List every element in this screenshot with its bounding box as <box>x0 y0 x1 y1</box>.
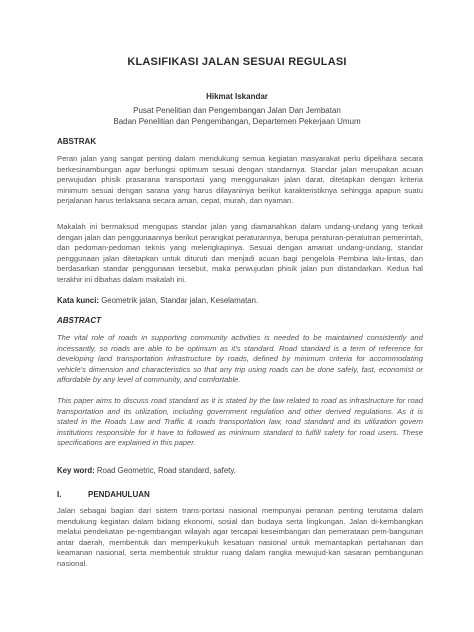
key-word-text: Road Geometric, Road standard, safety. <box>94 466 236 475</box>
author-name: Hikmat Iskandar <box>206 92 268 101</box>
section-title: PENDAHULUAN <box>88 490 150 499</box>
abstrak-paragraph-2: Makalah ini bermaksud mengupas standar jalan yang diamanahkan dalam undang-undang yang terkait dengan jalan dan penggunaannya berikut perangkat peraturannya, berupa peraturan-peratutran pemerintah, dan pedoman-pedoman teknis yang melengkapinya. Sesuai dengan amanat undang-undang, standar penggunaan jalan ditetapkan untuk dituruti dan menjadi acuan bagi pengelola Pembina lalu-lintas, dan berdasarkan standar penggunaan tersebut, maka perwujudan phisik jalan pun distandarkan. Kedua hal terakhir ini dibahas dalam makalah ini. <box>57 222 423 284</box>
abstract-paragraph-1: The vital role of roads in supporting community activities is needed to be maintained consistently and incessantly, so roads are able to be optimum as it's standard. Road standard is a term of reference for developing land transportation infrastructure by roads, defined by minimum criteria for accommodating vehicle's dimension and characteristics so that any trip using roads can be done safely, fast, economist or affordable by any level of community, and comfortable. <box>57 333 423 384</box>
paper-title: KLASIFIKASI JALAN SESUAI REGULASI <box>127 56 347 68</box>
kata-kunci-text: Geometrik jalan, Standar jalan, Keselamatan. <box>99 296 259 305</box>
kata-kunci-label: Kata kunci: <box>57 296 100 305</box>
kata-kunci <box>57 296 258 305</box>
key-word-label: Key word: <box>57 466 95 475</box>
abstrak-paragraph-1: Peran jalan yang sangat penting dalam mendukung semua kegiatan masyarakat perlu dipelihara secara berkesinambungan agar berfungsi optimum sesuai dengan standarnya. Standar jalan merupakan acuan perwujudan phisik prasarana transportasi yang menggunakan jalan darat, ditetapkan dengan kriteria minimum sesuai dengan sarana yang harus dilayaninya berikut karakteristiknya sehingga apapun suatu perjalanan harus terlaksana secara aman, cepat, murah, dan nyaman. <box>57 154 423 205</box>
abstract-heading: ABSTRACT <box>57 316 101 325</box>
abstract-paragraph-2: This paper aims to discuss road standard as it is stated by the law related to road as infrastructure for road transportation and its utilization, including government regulation and other derived regulations. As it is stated in the Roads Law and Traffic & roads transportation law, road standard and its utilization govern institutions responsible for it have to followed as minimum standard to fulfill safety for road users. These specifications are explained in this paper. <box>57 396 423 447</box>
affiliation-line-1: Pusat Penelitian dan Pengembangan Jalan Dan Jembatan <box>133 106 341 115</box>
affiliation-line-2: Badan Penelitian dan Pengembangan, Departemen Pekerjaan Umum <box>113 117 361 126</box>
section-number: I. <box>57 490 62 499</box>
abstrak-heading: ABSTRAK <box>57 137 97 146</box>
section-paragraph-1: Jalan sebagai bagian dari sistem trans-portasi nasional mempunyai peranan penting terutama dalam mendukung kegiatan dalam bidang ekonomi, sosial dan budaya serta lingkungan. Jalan di-kembangkan melalui pendekatan pe-ngembangan wilayah agar tercapai keseimbangan dan pemerataan pem-bangunan antar daerah, membentuk dan memperkukuh kesatuan nasional untuk memantapkan pertahanan dan keamanan nasional, serta membentuk struktur ruang dalam rangka mewujud-kan sasaran pembangunan nasional. <box>57 506 423 568</box>
key-word <box>57 466 236 475</box>
